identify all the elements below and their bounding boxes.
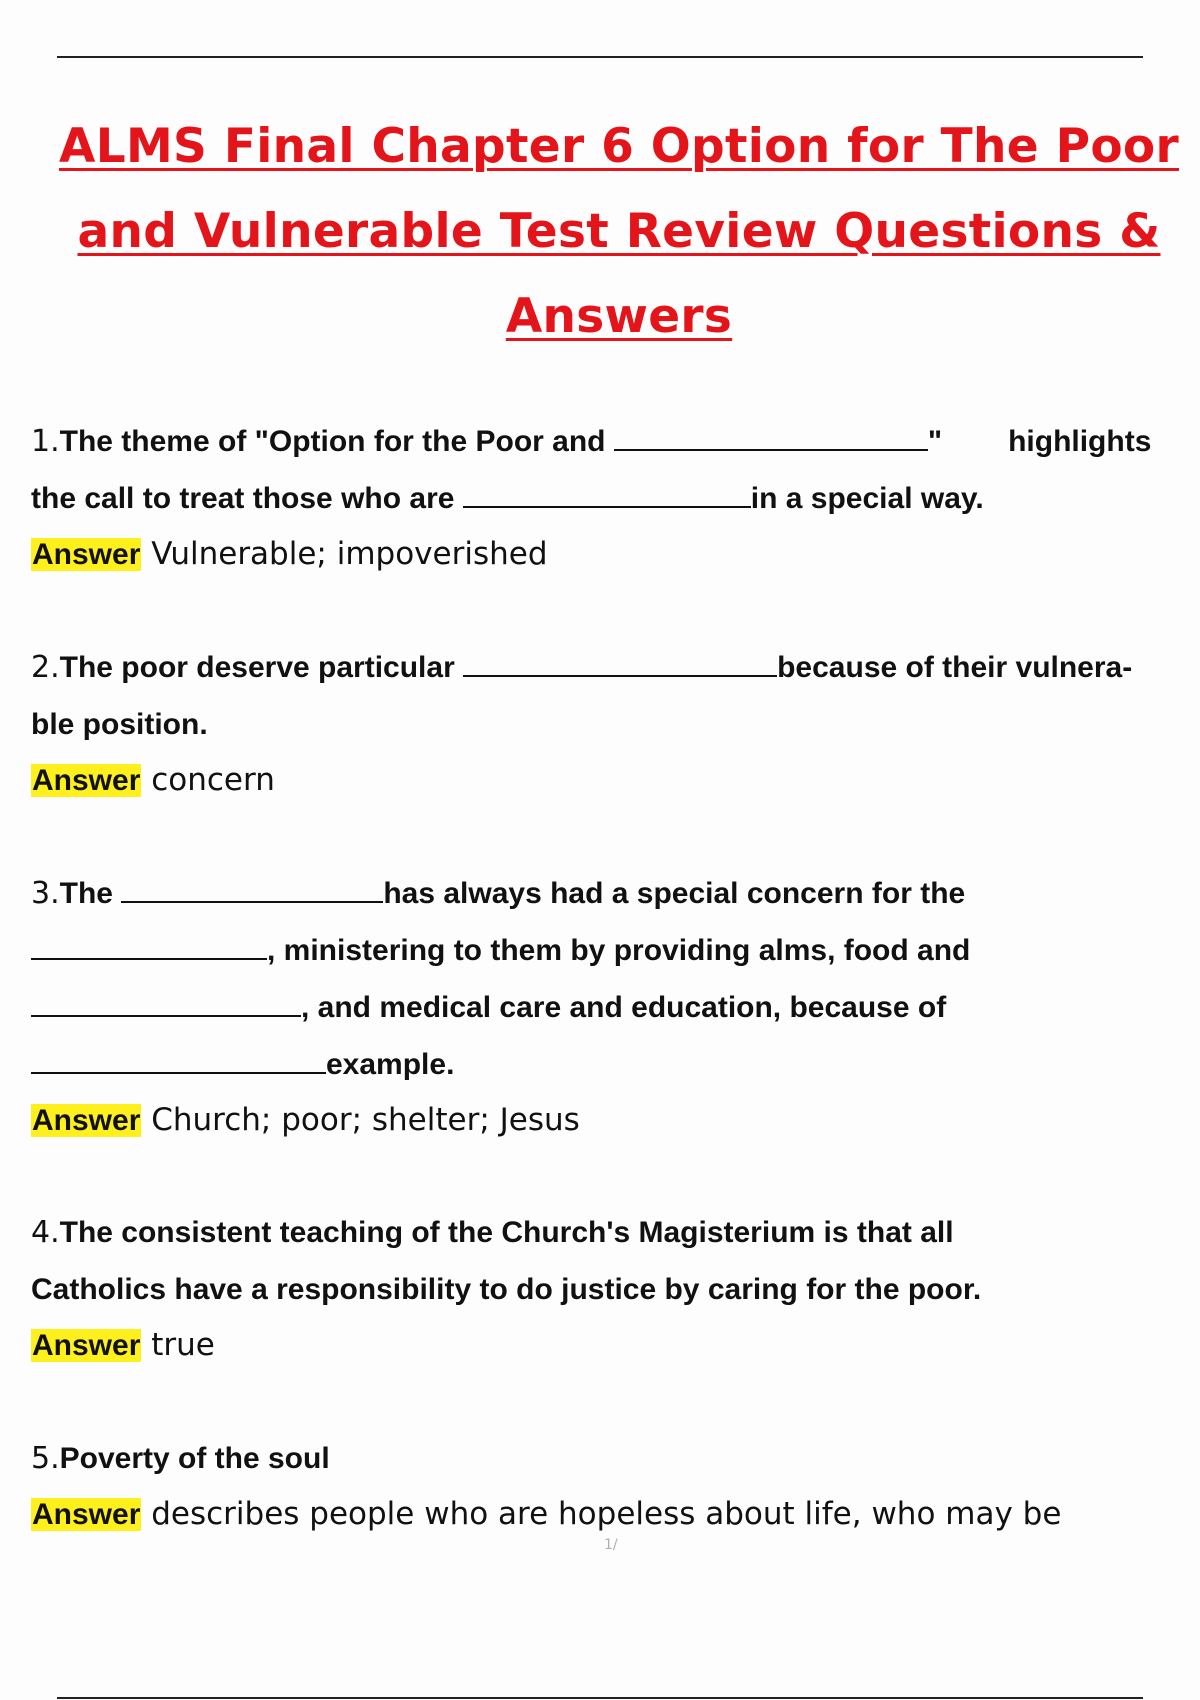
answer-label: Answer <box>32 1498 141 1531</box>
question-4 <box>31 1204 1196 1373</box>
fill-in-blank <box>463 476 751 508</box>
question-text: 1.The theme of "Option for the Poor and " highlights <box>31 413 1196 470</box>
fill-in-blank <box>31 1042 326 1074</box>
question-number: 4. <box>31 1215 60 1250</box>
question-text: the call to treat those who are in a special way. <box>31 470 1196 527</box>
document-title <box>38 104 1200 359</box>
fill-in-blank <box>121 871 383 903</box>
fill-in-blank <box>31 985 301 1017</box>
fill-in-blank <box>31 928 267 960</box>
question-number: 5. <box>31 1441 60 1476</box>
answer-text: concern <box>151 762 275 798</box>
question-text: 5.Poverty of the soul <box>31 1441 330 1476</box>
fill-in-blank <box>614 419 928 451</box>
title-line-3: Answers <box>505 289 733 344</box>
answer-line <box>31 527 1196 582</box>
title-line-2: and Vulnerable Test Review Questions & <box>77 204 1161 259</box>
question-3 <box>31 865 1196 1148</box>
answer-text: Vulnerable; impoverished <box>151 536 548 572</box>
answer-line <box>31 753 1196 808</box>
question-number: 2. <box>31 650 60 685</box>
answer-line <box>31 1318 1196 1373</box>
answer-label: Answer <box>32 1329 141 1362</box>
title-line-1: ALMS Final Chapter 6 Option for The Poor <box>59 119 1179 174</box>
question-2 <box>31 639 1196 808</box>
answer-label: Answer <box>32 538 141 571</box>
answer-line <box>31 1093 1196 1148</box>
answer-text: true <box>151 1327 215 1363</box>
question-5 <box>31 1430 1196 1542</box>
answer-text: describes people who are hopeless about life, who may be <box>151 1496 1062 1532</box>
question-1 <box>31 413 1196 582</box>
question-text: , ministering to them by providing alms, food and <box>31 922 1196 979</box>
bottom-rule <box>57 1697 1143 1699</box>
question-number: 1. <box>31 424 60 459</box>
question-text: , and medical care and education, because of <box>31 979 1196 1036</box>
question-text: example. <box>31 1036 1196 1093</box>
answer-text: Church; poor; shelter; Jesus <box>151 1102 580 1138</box>
question-text: 2.The poor deserve particular because of their vulnera- <box>31 639 1196 696</box>
answer-label: Answer <box>32 1104 141 1137</box>
question-text: 3.The has always had a special concern for the <box>31 865 1196 922</box>
answer-line <box>31 1487 1196 1542</box>
page-marker: 1/ <box>604 1537 618 1553</box>
question-number: 3. <box>31 876 60 911</box>
fill-in-blank <box>463 645 777 677</box>
question-text: ble position. <box>31 708 208 741</box>
top-rule <box>57 56 1143 58</box>
question-text: 4.The consistent teaching of the Church's Magisterium is that all <box>31 1215 954 1250</box>
answer-label: Answer <box>32 764 141 797</box>
question-text: Catholics have a responsibility to do justice by caring for the poor. <box>31 1273 982 1306</box>
